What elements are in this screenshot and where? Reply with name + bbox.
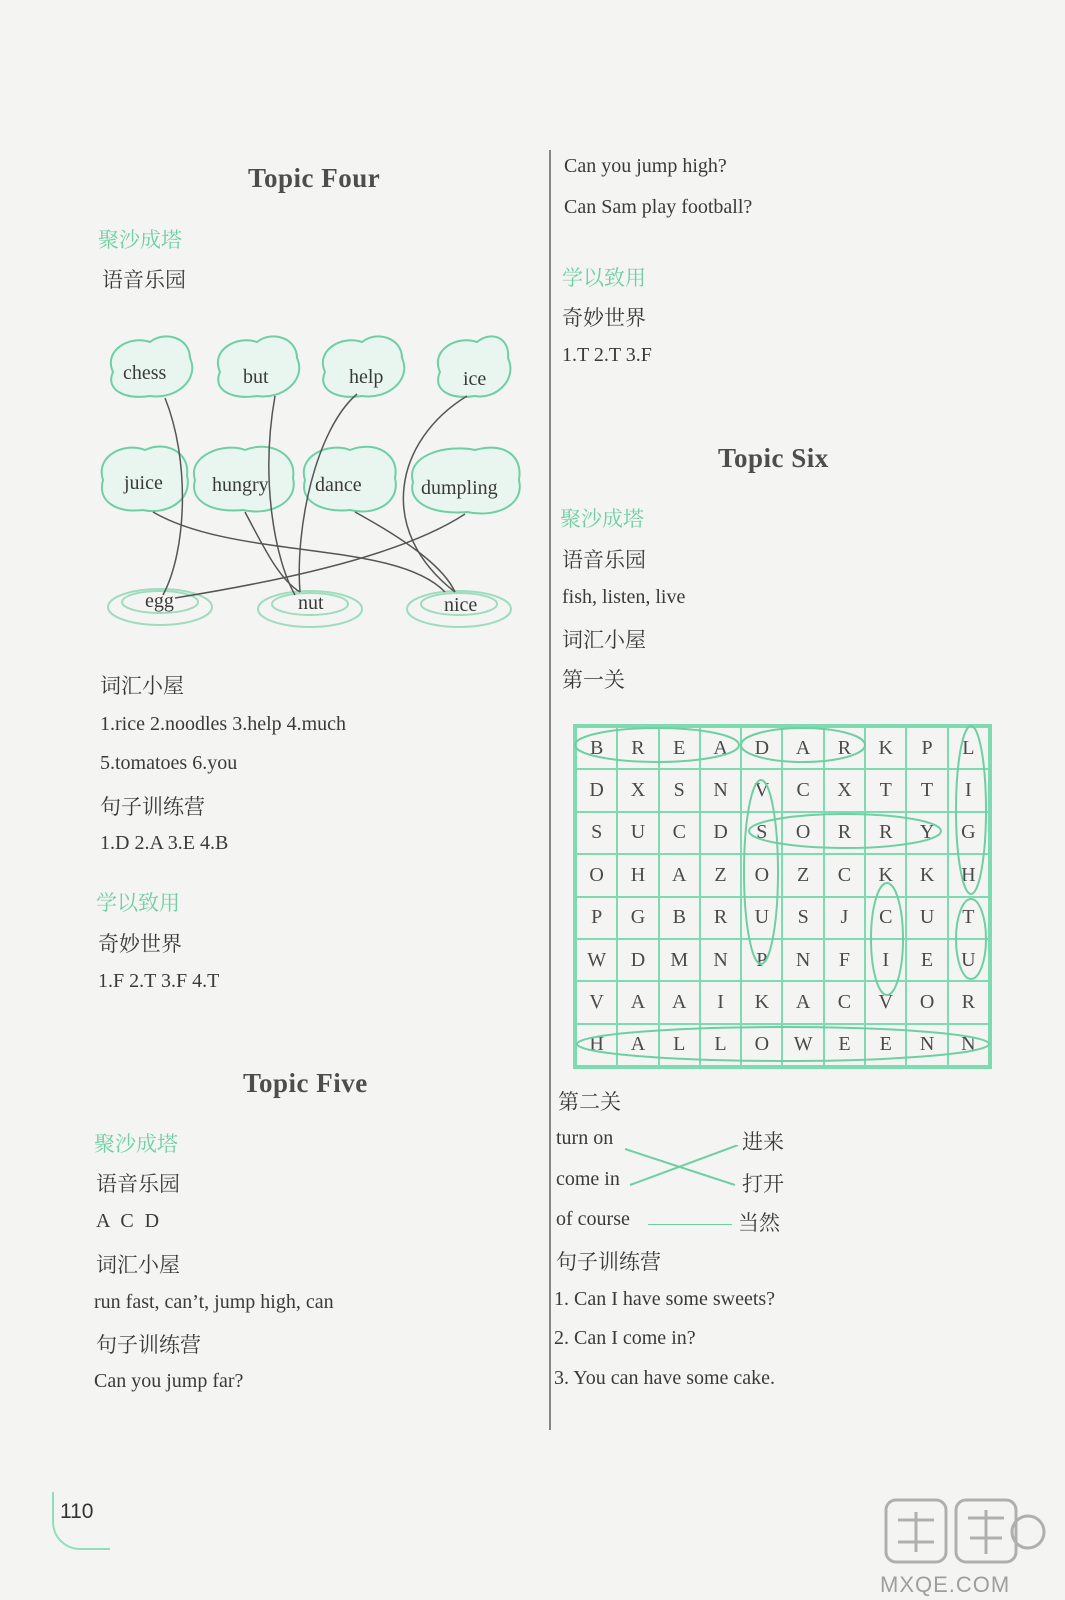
sub-label: 句子训练营 <box>556 1250 661 1274</box>
grid-cell: V <box>576 981 617 1023</box>
grid-cell: R <box>700 897 741 939</box>
sub-label: 语音乐园 <box>562 548 646 572</box>
grid-cell: A <box>659 854 700 896</box>
grid-cell: T <box>948 897 989 939</box>
grid-cell: B <box>659 897 700 939</box>
grid-cell: K <box>906 854 947 896</box>
grid-cell: K <box>741 981 782 1023</box>
section-label: 学以致用 <box>562 266 646 290</box>
grid-cell: R <box>617 727 658 769</box>
vowel-word: ice <box>463 368 487 390</box>
answer-line: 1. Can I have some sweets? <box>554 1288 776 1310</box>
sub-label: 奇妙世界 <box>98 932 182 956</box>
grid-cell: P <box>576 897 617 939</box>
grid-cell: Y <box>906 812 947 854</box>
vowel-word: dance <box>315 474 362 496</box>
grid-cell: B <box>576 727 617 769</box>
grid-cell: M <box>659 939 700 981</box>
grid-cell: H <box>948 854 989 896</box>
watermark-text: MXQE.COM <box>880 1572 1011 1597</box>
sub-label: 第二关 <box>558 1090 621 1114</box>
grid-cell: K <box>865 854 906 896</box>
vowel-word: help <box>349 366 384 388</box>
answer-line: Can you jump high? <box>564 155 727 177</box>
grid-cell: K <box>865 727 906 769</box>
grid-cell: C <box>865 897 906 939</box>
sub-label: 词汇小屋 <box>562 628 646 652</box>
match-right: 打开 <box>742 1172 784 1196</box>
sub-label: 第一关 <box>562 668 625 692</box>
answer-line: 1.T 2.T 3.F <box>562 344 652 366</box>
grid-cell: A <box>617 981 658 1023</box>
grid-cell: S <box>576 812 617 854</box>
vowel-word: egg <box>145 590 174 612</box>
vowel-word: nut <box>298 592 324 614</box>
watermark-logo <box>878 1490 1048 1580</box>
grid-cell: N <box>782 939 823 981</box>
grid-cell: U <box>948 939 989 981</box>
grid-cell: G <box>617 897 658 939</box>
grid-cell: X <box>824 769 865 811</box>
grid-cell: O <box>741 1024 782 1066</box>
grid-cell: O <box>741 854 782 896</box>
sub-label: 语音乐园 <box>96 1172 180 1196</box>
topic-five-title: Topic Five <box>243 1068 368 1098</box>
sub-label: 句子训练营 <box>100 795 205 819</box>
grid-cell: S <box>782 897 823 939</box>
grid-cell: O <box>576 854 617 896</box>
grid-cell: H <box>617 854 658 896</box>
answer-line: Can you jump far? <box>94 1370 244 1392</box>
answer-line: Can Sam play football? <box>564 196 753 218</box>
grid-cell: I <box>948 769 989 811</box>
answer-line: A C D <box>96 1210 160 1232</box>
column-divider <box>549 150 551 1430</box>
grid-cell: P <box>906 727 947 769</box>
answer-line: 1.rice 2.noodles 3.help 4.much <box>100 713 347 735</box>
grid-cell: R <box>824 727 865 769</box>
grid-cell: A <box>659 981 700 1023</box>
grid-cell: L <box>948 727 989 769</box>
grid-cell: A <box>782 727 823 769</box>
grid-cell: N <box>948 1024 989 1066</box>
sub-label: 词汇小屋 <box>100 674 184 698</box>
match-left: come in <box>556 1168 620 1190</box>
answer-line: 1.F 2.T 3.F 4.T <box>98 970 220 992</box>
grid-cell: D <box>741 727 782 769</box>
vowel-word: chess <box>123 362 167 384</box>
vowel-word: hungry <box>212 474 269 496</box>
grid-cell: L <box>700 1024 741 1066</box>
grid-cell: E <box>906 939 947 981</box>
match-right: 当然 <box>738 1211 780 1235</box>
grid-cell: E <box>824 1024 865 1066</box>
grid-cell: I <box>700 981 741 1023</box>
vowel-word: but <box>243 366 269 388</box>
grid-cell: V <box>741 769 782 811</box>
grid-cell: T <box>906 769 947 811</box>
grid-cell: P <box>741 939 782 981</box>
vowel-word: juice <box>124 472 163 494</box>
sub-label: 句子训练营 <box>96 1333 201 1357</box>
grid-cell: R <box>824 812 865 854</box>
grid-cell: N <box>700 939 741 981</box>
grid-cell: V <box>865 981 906 1023</box>
answer-line: run fast, can’t, jump high, can <box>94 1291 334 1313</box>
grid-cell: J <box>824 897 865 939</box>
section-label: 聚沙成塔 <box>560 507 644 531</box>
match-left: turn on <box>556 1127 614 1149</box>
sub-label: 奇妙世界 <box>562 306 646 330</box>
grid-cell: R <box>948 981 989 1023</box>
grid-cell: O <box>906 981 947 1023</box>
grid-cell: C <box>659 812 700 854</box>
grid-cell: F <box>824 939 865 981</box>
sub-label: 语音乐园 <box>102 268 186 292</box>
section-label: 学以致用 <box>96 891 180 915</box>
word-search-grid <box>573 724 992 1069</box>
answer-line: fish, listen, live <box>562 586 686 608</box>
grid-cell: C <box>824 854 865 896</box>
grid-cell: U <box>617 812 658 854</box>
grid-cell: H <box>576 1024 617 1066</box>
grid-cell: E <box>865 1024 906 1066</box>
topic-four-title: Topic Four <box>248 163 381 193</box>
match-left: of course <box>556 1208 630 1230</box>
grid-cell: Z <box>700 854 741 896</box>
sub-label: 词汇小屋 <box>96 1253 180 1277</box>
grid-cell: T <box>865 769 906 811</box>
answer-line: 1.D 2.A 3.E 4.B <box>100 832 229 854</box>
grid-cell: C <box>824 981 865 1023</box>
grid-cell: W <box>782 1024 823 1066</box>
answer-line: 2. Can I come in? <box>554 1327 696 1349</box>
grid-cell: U <box>906 897 947 939</box>
answer-line: 5.tomatoes 6.you <box>100 752 238 774</box>
topic-six-title: Topic Six <box>718 443 829 473</box>
grid-cell: R <box>865 812 906 854</box>
grid-cell: X <box>617 769 658 811</box>
grid-cell: N <box>906 1024 947 1066</box>
grid-cell: A <box>617 1024 658 1066</box>
match-right: 进来 <box>742 1130 784 1154</box>
vowel-word: nice <box>444 594 478 616</box>
grid-cell: L <box>659 1024 700 1066</box>
grid-cell: W <box>576 939 617 981</box>
page-number: 110 <box>60 1500 94 1523</box>
grid-cell: E <box>659 727 700 769</box>
grid-cell: A <box>782 981 823 1023</box>
grid-cell: O <box>782 812 823 854</box>
grid-cell: G <box>948 812 989 854</box>
section-label: 聚沙成塔 <box>98 228 182 252</box>
grid-cell: D <box>576 769 617 811</box>
grid-cell: N <box>700 769 741 811</box>
grid-cell: U <box>741 897 782 939</box>
grid-cell: I <box>865 939 906 981</box>
grid-cell: S <box>659 769 700 811</box>
grid-cell: A <box>700 727 741 769</box>
grid-cell: Z <box>782 854 823 896</box>
answer-line: 3. You can have some cake. <box>554 1367 776 1389</box>
grid-cell: C <box>782 769 823 811</box>
section-label: 聚沙成塔 <box>94 1132 178 1156</box>
grid-cell: S <box>741 812 782 854</box>
vowel-word: dumpling <box>421 477 498 499</box>
grid-cell: D <box>700 812 741 854</box>
grid-cell: D <box>617 939 658 981</box>
